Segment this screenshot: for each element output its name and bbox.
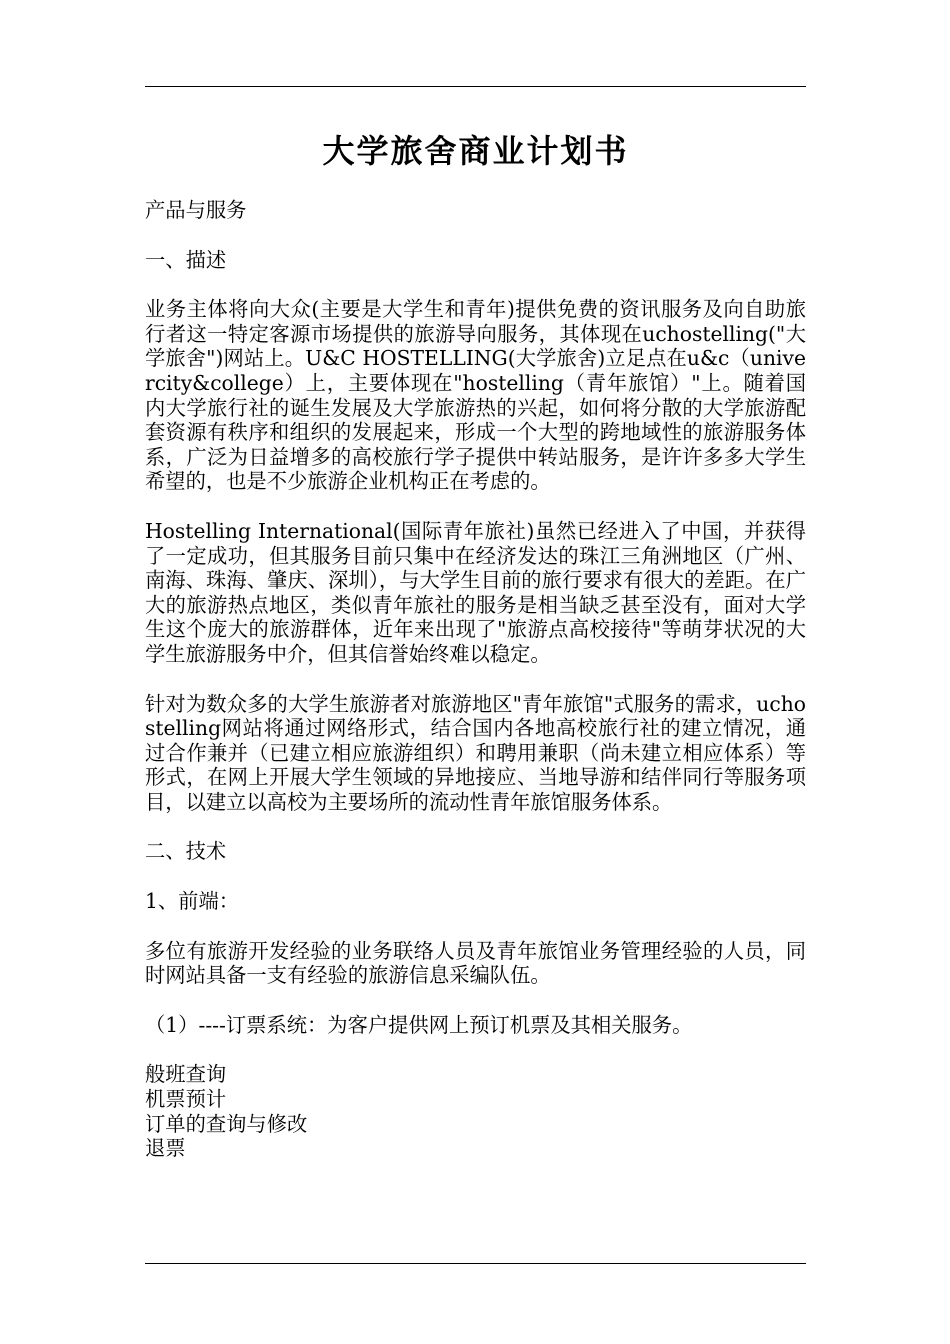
paragraph-service-plan: 针对为数众多的大学生旅游者对旅游地区"青年旅馆"式服务的需求，uchostelling网站将通过网络形式，结合国内各地高校旅行社的建立情况，通过合作兼并（已建立相应旅游组织）和聘用兼职（尚未建立相应体系）等形式，在网上开展大学生领域的异地接应、当地导游和结伴同行等服务项目，以建立以高校为主要场所的流动性青年旅馆服务体系。 (145, 691, 806, 814)
paragraph-hostelling-international: Hostelling International(国际青年旅社)虽然已经进入了中国，并获得了一定成功，但其服务目前只集中在经济发达的珠江三角洲地区（广州、南海、珠海、肇庆、深圳），与大学生目前的旅行要求有很大的差距。在广大的旅游热点地区，类似青年旅社的服务是相当缺乏甚至没有，面对大学生这个庞大的旅游群体，近年来出现了"旅游点高校接待"等萌芽状况的大学生旅游服务中介，但其信誉始终难以稳定。 (145, 518, 806, 666)
list-item: 机票预计 (145, 1087, 227, 1112)
paragraph-ticket-system: （1）----订票系统：为客户提供网上预订机票及其相关服务。 (145, 1012, 693, 1037)
list-item: 退票 (145, 1136, 186, 1161)
describe-heading: 一、描述 (145, 247, 227, 272)
footer-rule (145, 1263, 806, 1264)
list-item: 般班查询 (145, 1062, 227, 1087)
document-body (145, 126, 806, 1161)
ticket-feature-list (145, 1062, 806, 1160)
header-rule (145, 86, 806, 87)
paragraph-business-overview: 业务主体将向大众(主要是大学生和青年)提供免费的资讯服务及向自助旅行者这一特定客源市场提供的旅游导向服务，其体现在uchostelling("大学旅舍")网站上。U&C HOSTELLING(大学旅舍)立足点在u&c（univercity&college）上，主要体现在"hostelling（青年旅馆）"上。随着国内大学旅行社的诞生发展及大学旅游热的兴起，如何将分散的大学旅游配套资源有秩序和组织的发展起来，形成一个大型的跨地域性的旅游服务体系，广泛为日益增多的高校旅行学子提供中转站服务，是许许多多大学生希望的，也是不少旅游企业机构正在考虑的。 (145, 297, 806, 494)
document-title: 大学旅舍商业计划书 (322, 132, 629, 170)
list-item: 订单的查询与修改 (145, 1111, 308, 1136)
paragraph-staff: 多位有旅游开发经验的业务联络人员及青年旅馆业务管理经验的人员，同时网站具备一支有经验的旅游信息采编队伍。 (145, 938, 806, 988)
section-product-heading: 产品与服务 (145, 198, 247, 222)
tech-heading: 二、技术 (145, 839, 227, 864)
frontend-heading: 1、前端： (145, 889, 240, 914)
